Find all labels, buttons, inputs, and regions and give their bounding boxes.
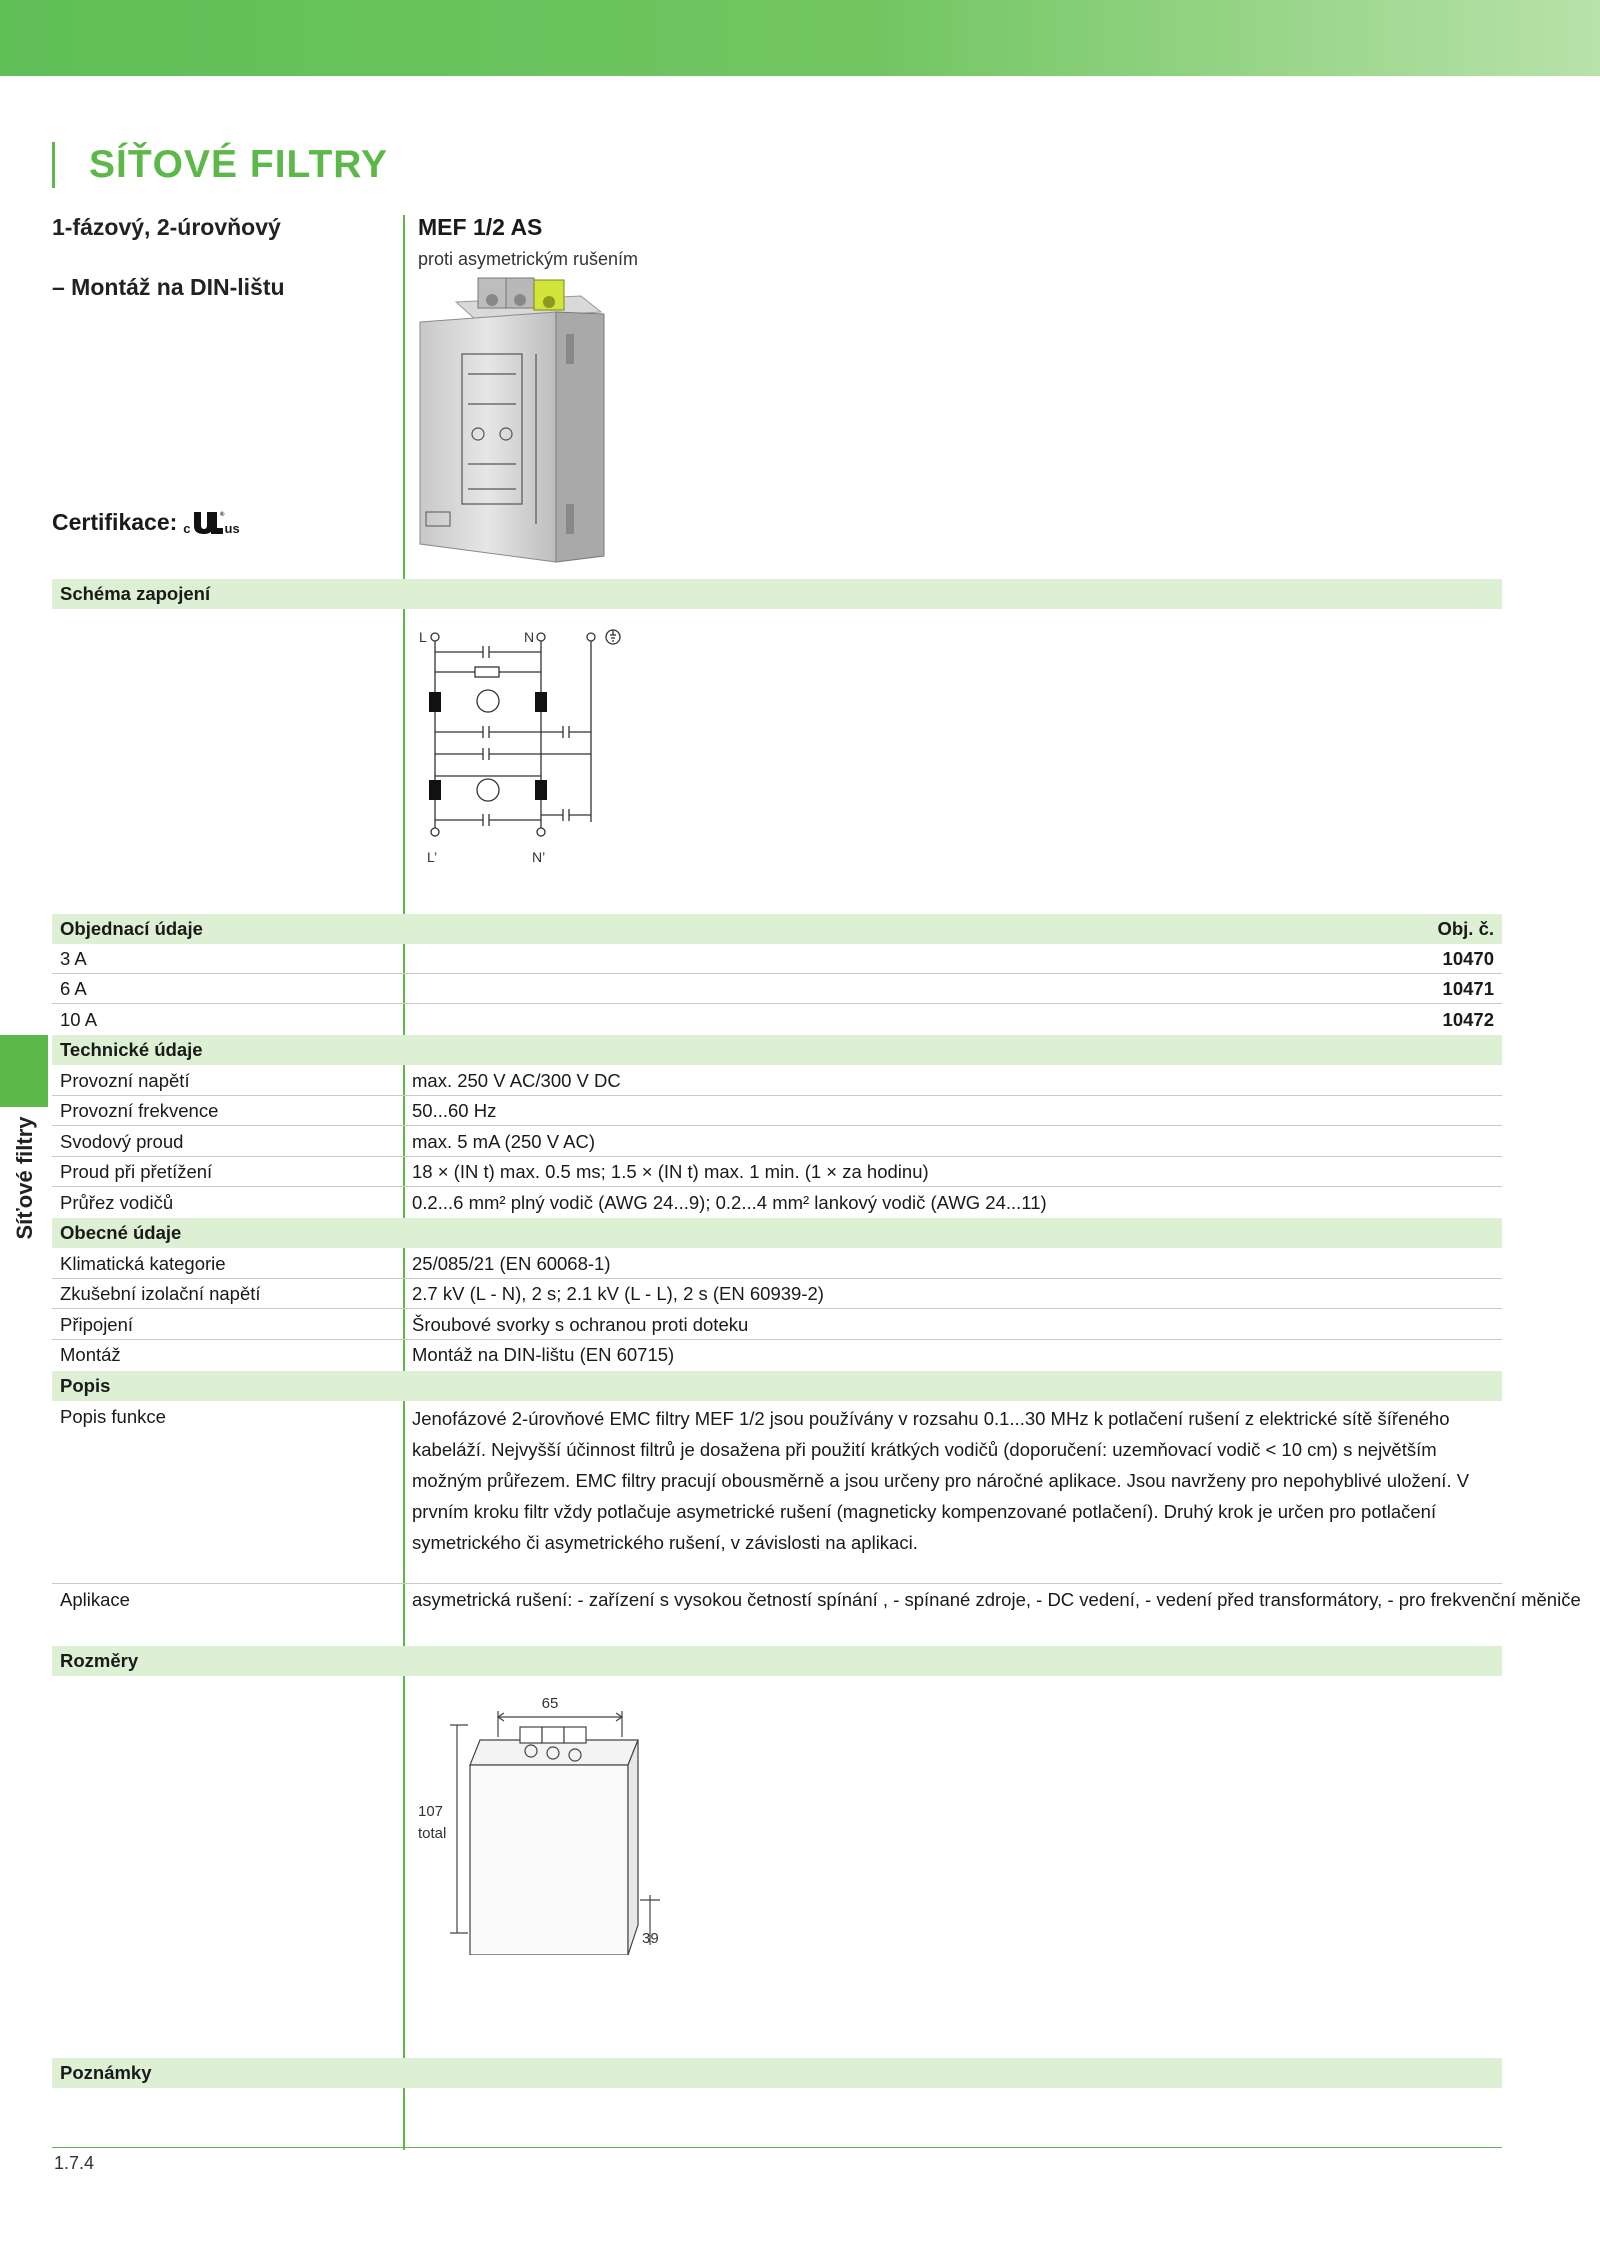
spec-label: Popis funkce	[60, 1406, 166, 1427]
certification	[52, 500, 240, 536]
schema-label-n: N	[524, 629, 535, 645]
order-row	[52, 974, 1502, 1004]
spec-row	[52, 1096, 1502, 1126]
spec-value: 18 × (IN t) max. 0.5 ms; 1.5 × (IN t) max. 1 min. (1 × za hodinu)	[412, 1161, 929, 1182]
spec-row	[52, 1249, 1502, 1279]
spec-value: 50...60 Hz	[412, 1100, 497, 1121]
section-header-schema	[52, 579, 1502, 609]
order-row	[52, 944, 1502, 974]
spec-value: Montáž na DIN-lištu (EN 60715)	[412, 1344, 675, 1365]
spec-label: Provozní frekvence	[60, 1100, 219, 1121]
spec-label: Provozní napětí	[60, 1070, 190, 1091]
spec-label: Klimatická kategorie	[60, 1253, 226, 1274]
order-label: 6 A	[60, 978, 87, 999]
product-subtitle: proti asymetrickým rušením	[418, 249, 639, 269]
order-label: 10 A	[60, 1009, 98, 1030]
spec-label: Aplikace	[60, 1589, 130, 1610]
section-header-ordering	[52, 914, 1502, 944]
section-title: Poznámky	[60, 2062, 152, 2083]
dim-depth-label: 39	[642, 1930, 659, 1947]
dim-width-label: 65	[541, 1695, 559, 1712]
section-title: Schéma zapojení	[60, 583, 211, 604]
spec-row	[52, 1127, 1502, 1157]
order-number: 10472	[1442, 1009, 1494, 1030]
section-header-description	[52, 1371, 1502, 1401]
section-header-general	[52, 1218, 1502, 1248]
side-tab-marker	[0, 1035, 48, 1107]
section-title: Rozměry	[60, 1650, 139, 1671]
spec-row	[52, 1157, 1502, 1187]
spec-row	[52, 1066, 1502, 1096]
bottom-divider	[52, 2147, 1502, 2148]
phase-subtitle: 1-fázový, 2-úrovňový	[52, 214, 281, 240]
section-header-dimensions	[52, 1646, 1502, 1676]
order-row	[52, 1005, 1502, 1035]
dimension-drawing	[410, 1685, 670, 1955]
ul-logo-icon	[191, 508, 225, 536]
spec-label: Montáž	[60, 1344, 121, 1365]
section-title: Obecné údaje	[60, 1222, 182, 1243]
order-number-header: Obj. č.	[1437, 918, 1494, 939]
spec-label: Zkušební izolační napětí	[60, 1283, 261, 1304]
cert-us-letters: us	[224, 521, 240, 536]
section-header-technical	[52, 1035, 1502, 1065]
page-title: SÍŤOVÉ FILTRY	[52, 142, 388, 188]
section-title: Popis	[60, 1375, 111, 1396]
function-description: Jenofázové 2-úrovňové EMC filtry MEF 1/2 jsou používány v rozsahu 0.1...30 MHz k potlačení rušení z elektrické sítě šířeného kabeláží. Nejvyšší účinnost filtrů je dosažena při použití krátkých vodičů (doporučení: uzemňovací vodič < 10 cm) s největším možným průřezem. EMC filtry pracují obousměrně a jsou určeny pro náročné aplikace. Jsou navrženy pro nepohyblivé uložení. V prvním kroku filtr vždy potlačuje asymetrické rušení (magneticky kompenzované potlačení). Druhý krok je určen pro potlačení symetrického či asymetrického rušení, v závislosti na aplikaci.	[412, 1408, 1470, 1553]
side-tab-label	[10, 1115, 40, 1245]
dim-height-label: 107	[418, 1803, 444, 1820]
spec-label: Připojení	[60, 1314, 134, 1335]
schema-label-n-out: N’	[532, 849, 546, 865]
spec-value: Šroubové svorky s ochranou proti doteku	[412, 1314, 749, 1335]
product-name: MEF 1/2 AS	[418, 214, 543, 240]
spec-value: max. 5 mA (250 V AC)	[412, 1131, 596, 1152]
spec-label: Svodový proud	[60, 1131, 184, 1152]
application-row	[52, 1585, 1581, 1615]
schema-label-l: L	[419, 629, 427, 645]
spec-row	[52, 1279, 1502, 1309]
spec-value: 25/085/21 (EN 60068-1)	[412, 1253, 611, 1274]
schema-label-l-out: L’	[427, 849, 438, 865]
divider	[52, 1583, 1502, 1584]
order-number: 10471	[1442, 978, 1494, 999]
side-tab-text: Síťové filtry	[12, 1116, 37, 1240]
spec-row	[52, 1310, 1502, 1340]
mounting-subtitle: – Montáž na DIN-lištu	[52, 274, 285, 300]
order-number: 10470	[1442, 948, 1494, 969]
spec-row	[52, 1188, 1502, 1218]
spec-value: max. 250 V AC/300 V DC	[412, 1070, 621, 1091]
top-banner	[0, 0, 1600, 76]
section-title: Objednací údaje	[60, 918, 203, 939]
cert-c-letter: c	[183, 521, 191, 536]
order-label: 3 A	[60, 948, 87, 969]
section-title: Technické údaje	[60, 1039, 203, 1060]
spec-label: Průřez vodičů	[60, 1192, 174, 1213]
product-photo	[416, 274, 616, 564]
spec-value: 0.2...6 mm² plný vodič (AWG 24...9); 0.2...4 mm² lankový vodič (AWG 24...11)	[412, 1192, 1047, 1213]
section-header-notes	[52, 2058, 1502, 2088]
certification-label: Certifikace:	[52, 509, 178, 535]
wiring-schematic	[415, 622, 635, 872]
svg-text:®: ®	[219, 512, 224, 518]
spec-value: asymetrická rušení: - zařízení s vysokou četností spínání , - spínané zdroje, - DC vedení, - vedení před transformátory, - pro frekvenční měniče	[412, 1589, 1581, 1610]
spec-value: 2.7 kV (L - N), 2 s; 2.1 kV (L - L), 2 s (EN 60939-2)	[412, 1283, 824, 1304]
page-number: 1.7.4	[54, 2153, 95, 2173]
ul-certification-logo	[183, 508, 239, 536]
spec-label: Proud při přetížení	[60, 1161, 213, 1182]
dim-height-note: total	[418, 1825, 447, 1842]
spec-row	[52, 1340, 1502, 1370]
